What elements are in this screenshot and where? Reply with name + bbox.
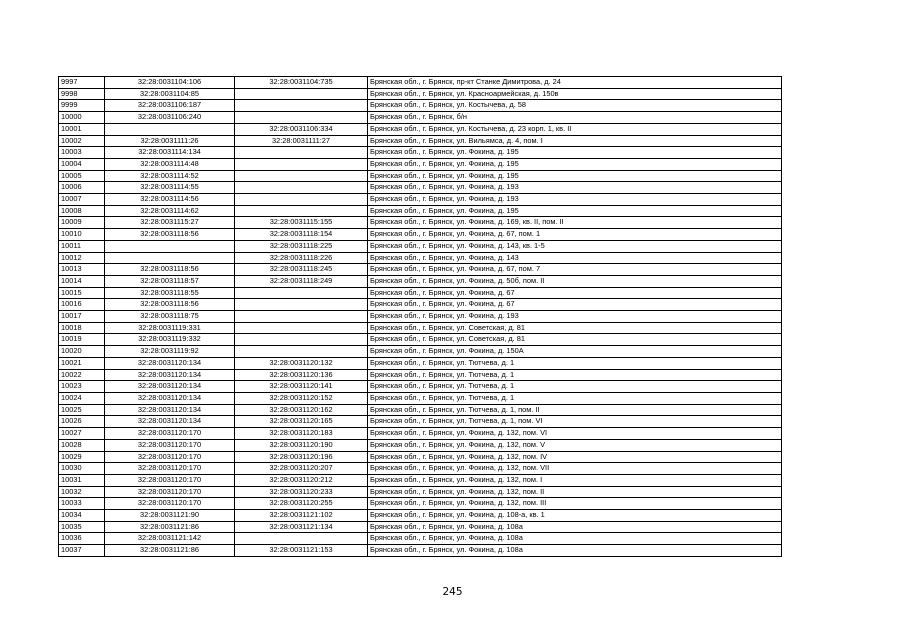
cadastral-number-cell: 32:28:0031118:57 [105, 275, 235, 287]
row-number-cell: 10001 [59, 123, 105, 135]
cadastral-number-cell: 32:28:0031114:52 [105, 170, 235, 182]
table-row [59, 486, 782, 498]
linked-cadastral-number-cell: 32:28:0031120:207 [235, 463, 368, 475]
row-number-cell: 10015 [59, 287, 105, 299]
row-number-cell: 10002 [59, 135, 105, 147]
address-cell: Брянская обл., г. Брянск, ул. Фокина, д. 195 [368, 205, 782, 217]
cadastral-number-cell: 32:28:0031119:92 [105, 346, 235, 358]
row-number-cell: 10034 [59, 510, 105, 522]
cadastral-number-cell: 32:28:0031121:86 [105, 545, 235, 557]
address-cell: Брянская обл., г. Брянск, ул. Фокина, д. 193 [368, 311, 782, 323]
table-row [59, 158, 782, 170]
cadastral-number-cell: 32:28:0031114:62 [105, 205, 235, 217]
cadastral-number-cell: 32:28:0031120:134 [105, 357, 235, 369]
table-row [59, 357, 782, 369]
cadastral-number-cell [105, 123, 235, 135]
linked-cadastral-number-cell: 32:28:0031120:183 [235, 428, 368, 440]
table-row [59, 147, 782, 159]
linked-cadastral-number-cell: 32:28:0031121:153 [235, 545, 368, 557]
row-number-cell: 10005 [59, 170, 105, 182]
linked-cadastral-number-cell: 32:28:0031115:155 [235, 217, 368, 229]
address-cell: Брянская обл., г. Брянск, ул. Фокина, д. 132, пом. IV [368, 451, 782, 463]
row-number-cell: 10008 [59, 205, 105, 217]
address-cell: Брянская обл., г. Брянск, ул. Фокина, д. 132, пом. VII [368, 463, 782, 475]
table-row [59, 264, 782, 276]
cadastral-number-cell: 32:28:0031118:56 [105, 299, 235, 311]
table-row [59, 474, 782, 486]
row-number-cell: 10036 [59, 533, 105, 545]
cadastral-number-cell: 32:28:0031106:187 [105, 100, 235, 112]
linked-cadastral-number-cell: 32:28:0031121:134 [235, 521, 368, 533]
address-cell: Брянская обл., г. Брянск, ул. Фокина, д. 108а [368, 545, 782, 557]
linked-cadastral-number-cell [235, 334, 368, 346]
cadastral-number-cell: 32:28:0031114:55 [105, 182, 235, 194]
table-row [59, 381, 782, 393]
address-cell: Брянская обл., г. Брянск, ул. Фокина, д. 132, пом. III [368, 498, 782, 510]
address-cell: Брянская обл., г. Брянск, ул. Фокина, д. 67 [368, 287, 782, 299]
table-row [59, 275, 782, 287]
linked-cadastral-number-cell [235, 88, 368, 100]
row-number-cell: 10029 [59, 451, 105, 463]
row-number-cell: 10014 [59, 275, 105, 287]
table-row [59, 392, 782, 404]
row-number-cell: 10017 [59, 311, 105, 323]
cadastral-number-cell: 32:28:0031120:134 [105, 381, 235, 393]
address-cell: Брянская обл., г. Брянск, ул. Тютчева, д. 1 [368, 357, 782, 369]
address-cell: Брянская обл., г. Брянск, ул. Вильямса, д. 4, пом. I [368, 135, 782, 147]
cadastral-number-cell: 32:28:0031120:170 [105, 498, 235, 510]
registry-table [58, 76, 782, 557]
row-number-cell: 10010 [59, 229, 105, 241]
address-cell: Брянская обл., г. Брянск, ул. Фокина, д. 193 [368, 182, 782, 194]
row-number-cell: 10033 [59, 498, 105, 510]
table-row [59, 88, 782, 100]
cadastral-number-cell [105, 240, 235, 252]
linked-cadastral-number-cell: 32:28:0031120:165 [235, 416, 368, 428]
row-number-cell: 10024 [59, 392, 105, 404]
address-cell: Брянская обл., г. Брянск, ул. Фокина, д. 169, кв. II, пом. II [368, 217, 782, 229]
linked-cadastral-number-cell: 32:28:0031111:27 [235, 135, 368, 147]
cadastral-number-cell: 32:28:0031114:48 [105, 158, 235, 170]
address-cell: Брянская обл., г. Брянск, ул. Фокина, д. 50б, пом. II [368, 275, 782, 287]
table-row [59, 439, 782, 451]
address-cell: Брянская обл., г. Брянск, ул. Фокина, д. 132, пом. VI [368, 428, 782, 440]
table-row [59, 346, 782, 358]
address-cell: Брянская обл., г. Брянск, ул. Фокина, д. 193 [368, 194, 782, 206]
linked-cadastral-number-cell [235, 287, 368, 299]
row-number-cell: 10020 [59, 346, 105, 358]
address-cell: Брянская обл., г. Брянск, ул. Фокина, д. 132, пом. I [368, 474, 782, 486]
cadastral-number-cell: 32:28:0031120:134 [105, 392, 235, 404]
address-cell: Брянская обл., г. Брянск, ул. Фокина, д. 195 [368, 158, 782, 170]
row-number-cell: 10006 [59, 182, 105, 194]
cadastral-number-cell: 32:28:0031119:332 [105, 334, 235, 346]
address-cell: Брянская обл., г. Брянск, ул. Тютчева, д. 1 [368, 392, 782, 404]
linked-cadastral-number-cell [235, 182, 368, 194]
table-row [59, 299, 782, 311]
table-row [59, 240, 782, 252]
row-number-cell: 10011 [59, 240, 105, 252]
linked-cadastral-number-cell: 32:28:0031120:212 [235, 474, 368, 486]
address-cell: Брянская обл., г. Брянск, ул. Костычева, д. 23 корп. 1, кв. II [368, 123, 782, 135]
cadastral-number-cell: 32:28:0031118:75 [105, 311, 235, 323]
table-row [59, 322, 782, 334]
row-number-cell: 9998 [59, 88, 105, 100]
cadastral-number-cell: 32:28:0031115:27 [105, 217, 235, 229]
row-number-cell: 10027 [59, 428, 105, 440]
table-row [59, 428, 782, 440]
row-number-cell: 9999 [59, 100, 105, 112]
cadastral-number-cell: 32:28:0031120:134 [105, 404, 235, 416]
linked-cadastral-number-cell [235, 322, 368, 334]
table-row [59, 170, 782, 182]
cadastral-number-cell: 32:28:0031121:86 [105, 521, 235, 533]
cadastral-number-cell: 32:28:0031114:56 [105, 194, 235, 206]
linked-cadastral-number-cell [235, 533, 368, 545]
table-row [59, 334, 782, 346]
table-row [59, 451, 782, 463]
table-row [59, 416, 782, 428]
address-cell: Брянская обл., г. Брянск, ул. Фокина, д. 108а [368, 533, 782, 545]
row-number-cell: 10004 [59, 158, 105, 170]
row-number-cell: 10019 [59, 334, 105, 346]
row-number-cell: 10013 [59, 264, 105, 276]
row-number-cell: 10025 [59, 404, 105, 416]
linked-cadastral-number-cell: 32:28:0031120:141 [235, 381, 368, 393]
row-number-cell: 10031 [59, 474, 105, 486]
linked-cadastral-number-cell [235, 147, 368, 159]
table-row [59, 498, 782, 510]
address-cell: Брянская обл., г. Брянск, ул. Фокина, д. 108-а, кв. 1 [368, 510, 782, 522]
table-row [59, 100, 782, 112]
table-row [59, 404, 782, 416]
cadastral-number-cell: 32:28:0031120:170 [105, 486, 235, 498]
linked-cadastral-number-cell: 32:28:0031118:225 [235, 240, 368, 252]
table-row [59, 135, 782, 147]
linked-cadastral-number-cell [235, 170, 368, 182]
table-row [59, 311, 782, 323]
address-cell: Брянская обл., г. Брянск, ул. Костычева, д. 58 [368, 100, 782, 112]
row-number-cell: 10037 [59, 545, 105, 557]
row-number-cell: 10028 [59, 439, 105, 451]
cadastral-number-cell: 32:28:0031121:90 [105, 510, 235, 522]
table-row [59, 252, 782, 264]
cadastral-number-cell: 32:28:0031118:55 [105, 287, 235, 299]
linked-cadastral-number-cell [235, 112, 368, 124]
row-number-cell: 10018 [59, 322, 105, 334]
address-cell: Брянская обл., г. Брянск, пр-кт Станке Димитрова, д. 24 [368, 77, 782, 89]
page-number: 245 [442, 586, 463, 598]
cadastral-number-cell: 32:28:0031118:56 [105, 264, 235, 276]
linked-cadastral-number-cell: 32:28:0031118:226 [235, 252, 368, 264]
linked-cadastral-number-cell: 32:28:0031120:152 [235, 392, 368, 404]
linked-cadastral-number-cell: 32:28:0031118:154 [235, 229, 368, 241]
row-number-cell: 10000 [59, 112, 105, 124]
cadastral-number-cell: 32:28:0031111:26 [105, 135, 235, 147]
cadastral-number-cell: 32:28:0031104:106 [105, 77, 235, 89]
address-cell: Брянская обл., г. Брянск, ул. Фокина, д. 195 [368, 147, 782, 159]
linked-cadastral-number-cell: 32:28:0031120:132 [235, 357, 368, 369]
linked-cadastral-number-cell [235, 194, 368, 206]
table-row [59, 123, 782, 135]
address-cell: Брянская обл., г. Брянск, ул. Тютчева, д. 1, пом. II [368, 404, 782, 416]
row-number-cell: 9997 [59, 77, 105, 89]
cadastral-number-cell: 32:28:0031120:170 [105, 474, 235, 486]
address-cell: Брянская обл., г. Брянск, ул. Фокина, д. 132, пом. II [368, 486, 782, 498]
address-cell: Брянская обл., г. Брянск, ул. Фокина, д. 150А [368, 346, 782, 358]
cadastral-number-cell: 32:28:0031106:240 [105, 112, 235, 124]
cadastral-number-cell: 32:28:0031120:170 [105, 439, 235, 451]
address-cell: Брянская обл., г. Брянск, ул. Фокина, д. 67, пом. 1 [368, 229, 782, 241]
linked-cadastral-number-cell: 32:28:0031104:735 [235, 77, 368, 89]
linked-cadastral-number-cell: 32:28:0031106:334 [235, 123, 368, 135]
row-number-cell: 10012 [59, 252, 105, 264]
cadastral-number-cell: 32:28:0031120:170 [105, 428, 235, 440]
row-number-cell: 10007 [59, 194, 105, 206]
linked-cadastral-number-cell: 32:28:0031121:102 [235, 510, 368, 522]
address-cell: Брянская обл., г. Брянск, ул. Советская, д. 81 [368, 322, 782, 334]
linked-cadastral-number-cell [235, 299, 368, 311]
cadastral-number-cell: 32:28:0031120:170 [105, 451, 235, 463]
linked-cadastral-number-cell [235, 346, 368, 358]
row-number-cell: 10035 [59, 521, 105, 533]
cadastral-number-cell [105, 252, 235, 264]
cadastral-number-cell: 32:28:0031119:331 [105, 322, 235, 334]
table-row [59, 217, 782, 229]
row-number-cell: 10003 [59, 147, 105, 159]
linked-cadastral-number-cell [235, 205, 368, 217]
cadastral-number-cell: 32:28:0031104:85 [105, 88, 235, 100]
row-number-cell: 10022 [59, 369, 105, 381]
cadastral-number-cell: 32:28:0031114:134 [105, 147, 235, 159]
table-row [59, 112, 782, 124]
address-cell: Брянская обл., г. Брянск, б/н [368, 112, 782, 124]
address-cell: Брянская обл., г. Брянск, ул. Тютчева, д. 1, пом. VI [368, 416, 782, 428]
address-cell: Брянская обл., г. Брянск, ул. Фокина, д. 67 [368, 299, 782, 311]
table-row [59, 205, 782, 217]
row-number-cell: 10026 [59, 416, 105, 428]
linked-cadastral-number-cell: 32:28:0031120:162 [235, 404, 368, 416]
address-cell: Брянская обл., г. Брянск, ул. Фокина, д. 143 [368, 252, 782, 264]
address-cell: Брянская обл., г. Брянск, ул. Фокина, д. 108а [368, 521, 782, 533]
linked-cadastral-number-cell [235, 100, 368, 112]
linked-cadastral-number-cell: 32:28:0031120:136 [235, 369, 368, 381]
table-row [59, 533, 782, 545]
row-number-cell: 10032 [59, 486, 105, 498]
table-row [59, 229, 782, 241]
address-cell: Брянская обл., г. Брянск, ул. Красноармейская, д. 150в [368, 88, 782, 100]
table-row [59, 463, 782, 475]
linked-cadastral-number-cell: 32:28:0031120:196 [235, 451, 368, 463]
cadastral-number-cell: 32:28:0031118:56 [105, 229, 235, 241]
linked-cadastral-number-cell: 32:28:0031120:255 [235, 498, 368, 510]
row-number-cell: 10021 [59, 357, 105, 369]
linked-cadastral-number-cell: 32:28:0031120:233 [235, 486, 368, 498]
linked-cadastral-number-cell: 32:28:0031118:245 [235, 264, 368, 276]
table-row [59, 545, 782, 557]
table-row [59, 182, 782, 194]
address-cell: Брянская обл., г. Брянск, ул. Тютчева, д. 1 [368, 381, 782, 393]
address-cell: Брянская обл., г. Брянск, ул. Советская, д. 81 [368, 334, 782, 346]
table-row [59, 521, 782, 533]
linked-cadastral-number-cell [235, 311, 368, 323]
linked-cadastral-number-cell: 32:28:0031118:249 [235, 275, 368, 287]
cadastral-number-cell: 32:28:0031120:170 [105, 463, 235, 475]
row-number-cell: 10009 [59, 217, 105, 229]
row-number-cell: 10016 [59, 299, 105, 311]
row-number-cell: 10030 [59, 463, 105, 475]
cadastral-number-cell: 32:28:0031120:134 [105, 369, 235, 381]
registry-table-body [59, 77, 782, 557]
row-number-cell: 10023 [59, 381, 105, 393]
cadastral-number-cell: 32:28:0031120:134 [105, 416, 235, 428]
cadastral-number-cell: 32:28:0031121:142 [105, 533, 235, 545]
address-cell: Брянская обл., г. Брянск, ул. Тютчева, д. 1 [368, 369, 782, 381]
table-row [59, 369, 782, 381]
table-row [59, 510, 782, 522]
address-cell: Брянская обл., г. Брянск, ул. Фокина, д. 67, пом. 7 [368, 264, 782, 276]
linked-cadastral-number-cell: 32:28:0031120:190 [235, 439, 368, 451]
address-cell: Брянская обл., г. Брянск, ул. Фокина, д. 132, пом. V [368, 439, 782, 451]
table-row [59, 194, 782, 206]
table-row [59, 287, 782, 299]
address-cell: Брянская обл., г. Брянск, ул. Фокина, д. 143, кв. 1-5 [368, 240, 782, 252]
address-cell: Брянская обл., г. Брянск, ул. Фокина, д. 195 [368, 170, 782, 182]
table-row [59, 77, 782, 89]
linked-cadastral-number-cell [235, 158, 368, 170]
